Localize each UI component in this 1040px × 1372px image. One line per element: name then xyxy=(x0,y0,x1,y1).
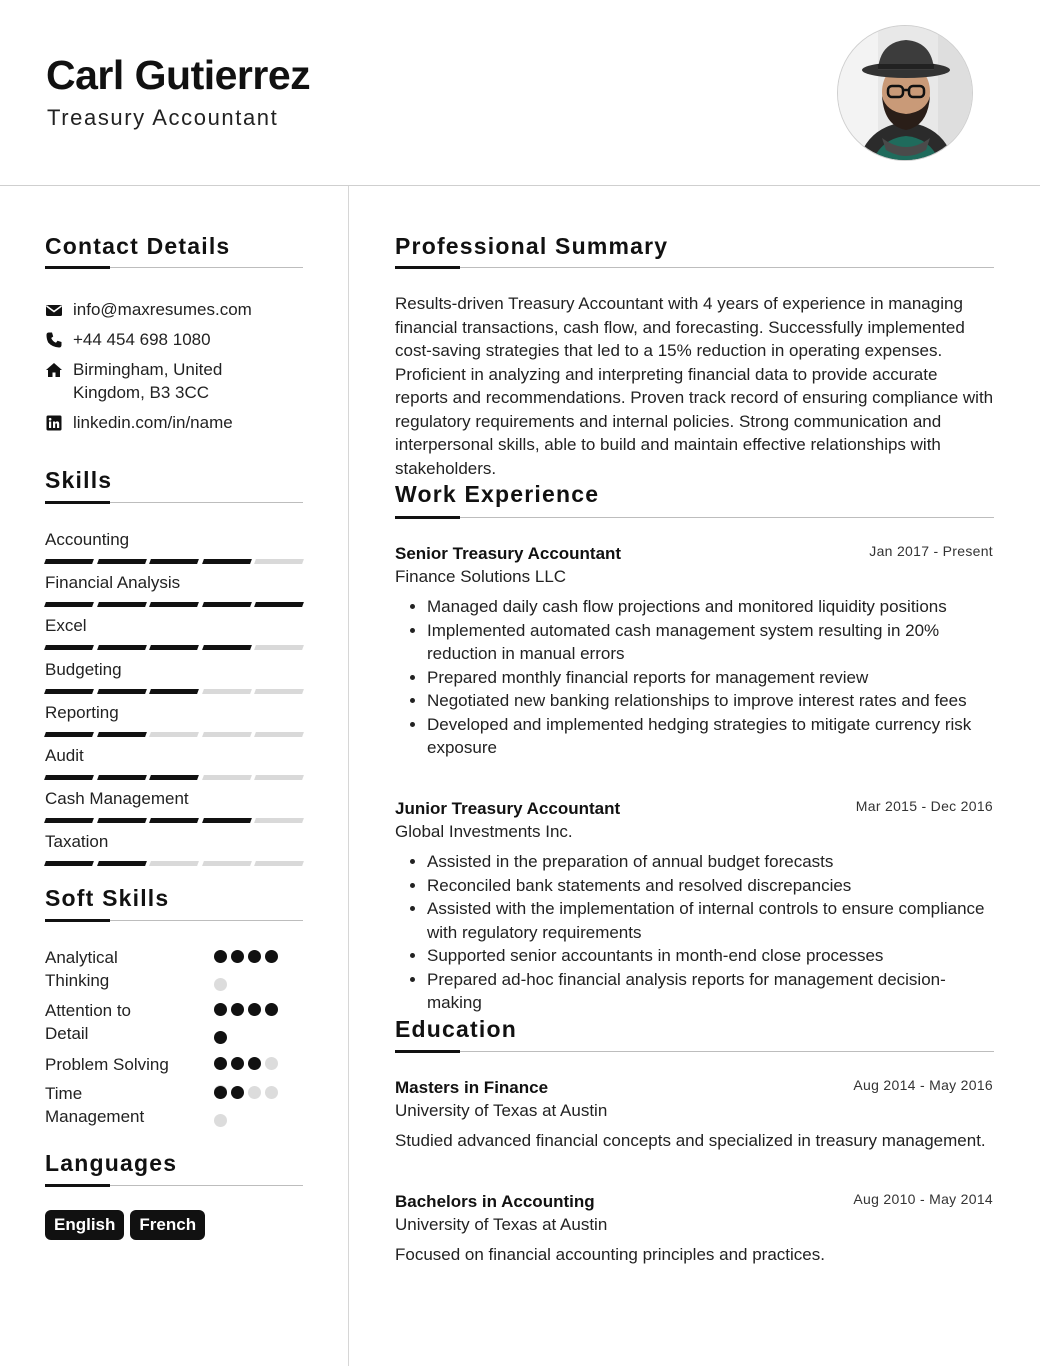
skill-label: Budgeting xyxy=(45,659,122,679)
contact-email xyxy=(45,298,303,322)
education-rule xyxy=(395,1051,994,1052)
phone-icon xyxy=(45,331,63,349)
skill-level-segment xyxy=(202,559,252,564)
school-name: University of Texas at Austin xyxy=(395,1215,608,1234)
skill-level-segment xyxy=(254,732,304,737)
rating-dot xyxy=(265,1057,278,1070)
avatar xyxy=(837,25,973,161)
job-bullet: • Assisted with the implementation of internal controls to ensure compliance with regulatory requirements xyxy=(427,897,994,944)
job-entry xyxy=(395,798,994,1015)
skills-heading: Skills xyxy=(45,467,113,493)
skill-label: Reporting xyxy=(45,702,119,722)
job-entry xyxy=(395,543,994,760)
skill-level-segment xyxy=(254,818,304,823)
skill-level-segment xyxy=(149,689,199,694)
skill-level-bar xyxy=(45,861,303,866)
candidate-name: Carl Gutierrez xyxy=(46,52,311,98)
job-bullet: • Prepared monthly financial reports for management review xyxy=(427,666,994,690)
skill-level-segment xyxy=(202,602,252,607)
rating-dot xyxy=(248,1086,261,1099)
home-icon xyxy=(45,361,63,379)
skill-level-segment xyxy=(149,645,199,650)
skill-level-segment xyxy=(44,732,94,737)
skill-item xyxy=(45,529,303,551)
skill-level-segment xyxy=(254,775,304,780)
job-bullet: • Implemented automated cash management system resulting in 20% reduction in manual errors xyxy=(427,619,994,666)
job-role: Senior Treasury Accountant xyxy=(395,544,622,563)
soft-skill-label: Analytical Thinking xyxy=(45,948,118,990)
skill-level-segment xyxy=(202,861,252,866)
skill-level-segment xyxy=(97,602,147,607)
contact-rule xyxy=(45,267,303,268)
language-tag: French xyxy=(130,1210,205,1240)
summary-rule xyxy=(395,267,994,268)
skill-level-segment xyxy=(97,775,147,780)
skill-level-segment xyxy=(254,689,304,694)
degree-description: Focused on financial accounting principles and practices. xyxy=(395,1245,825,1264)
rating-dot xyxy=(231,1086,244,1099)
skill-label: Excel xyxy=(45,616,87,636)
skill-label: Accounting xyxy=(45,530,130,549)
rating-dot xyxy=(265,950,278,963)
languages-heading: Languages xyxy=(45,1150,178,1176)
linkedin-icon xyxy=(45,414,63,432)
degree-description: Studied advanced financial concepts and specialized in treasury management. xyxy=(395,1131,986,1150)
skill-level-bar xyxy=(45,602,303,607)
rating-dot xyxy=(231,1057,244,1070)
job-bullet: • Developed and implemented hedging strategies to mitigate currency risk exposure xyxy=(427,713,994,760)
skill-level-bar xyxy=(45,818,303,823)
skill-level-segment xyxy=(202,775,252,780)
languages-rule xyxy=(45,1185,303,1186)
soft-skill-label: Problem Solving xyxy=(45,1055,169,1074)
contact-heading: Contact Details xyxy=(45,233,231,259)
education-entry xyxy=(395,1077,994,1153)
portrait-illustration xyxy=(838,26,973,161)
skill-level-segment xyxy=(149,732,199,737)
skill-level-segment xyxy=(97,861,147,866)
rating-dot xyxy=(248,1003,261,1016)
experience-heading: Work Experience xyxy=(395,481,600,507)
address-text: Birmingham, United Kingdom, B3 3CC xyxy=(73,360,223,402)
education-heading: Education xyxy=(395,1016,517,1042)
skill-level-segment xyxy=(254,559,304,564)
experience-rule xyxy=(395,517,994,518)
skill-label: Cash Management xyxy=(45,789,189,809)
skill-item xyxy=(45,572,303,594)
job-date: Mar 2015 - Dec 2016 xyxy=(855,798,993,814)
skill-item xyxy=(45,745,303,767)
skill-label: Audit xyxy=(45,746,84,765)
skill-level-bar xyxy=(45,559,303,564)
soft-skill-rating xyxy=(214,1003,286,1059)
rating-dot xyxy=(265,1086,278,1099)
skill-level-segment xyxy=(44,602,94,607)
soft-skill-rating xyxy=(214,1086,286,1142)
summary-heading: Professional Summary xyxy=(395,233,669,259)
contact-linkedin xyxy=(45,411,303,435)
job-bullets xyxy=(395,595,994,760)
rating-dot xyxy=(214,1086,227,1099)
degree-date: Aug 2010 - May 2014 xyxy=(853,1191,993,1207)
skill-level-segment xyxy=(44,689,94,694)
job-bullet: • Prepared ad-hoc financial analysis reports for management decision-making xyxy=(427,968,994,1015)
soft-skill-label: Time Management xyxy=(45,1084,145,1126)
degree-title: Bachelors in Accounting xyxy=(395,1192,595,1211)
skill-level-segment xyxy=(149,861,199,866)
skill-level-segment xyxy=(149,602,199,607)
skill-level-segment xyxy=(44,818,94,823)
rating-dot xyxy=(214,950,227,963)
skill-level-segment xyxy=(44,645,94,650)
skill-item xyxy=(45,788,303,810)
soft-skill-label: Attention to Detail xyxy=(45,1001,132,1043)
rating-dot xyxy=(214,1114,227,1127)
skill-level-segment xyxy=(202,689,252,694)
soft-skills-heading: Soft Skills xyxy=(45,885,170,911)
skill-level-segment xyxy=(97,818,147,823)
rating-dot xyxy=(231,950,244,963)
linkedin-link[interactable]: linkedin.com/in/name xyxy=(73,413,233,432)
job-company: Finance Solutions LLC xyxy=(395,567,567,586)
rating-dot xyxy=(265,1003,278,1016)
skill-level-bar xyxy=(45,732,303,737)
skill-level-segment xyxy=(97,645,147,650)
skill-level-segment xyxy=(149,775,199,780)
degree-date: Aug 2014 - May 2016 xyxy=(853,1077,993,1093)
skill-level-segment xyxy=(44,775,94,780)
skill-level-segment xyxy=(97,559,147,564)
phone-text: +44 454 698 1080 xyxy=(73,330,211,349)
skill-level-bar xyxy=(45,689,303,694)
skill-level-segment xyxy=(254,602,304,607)
rating-dot xyxy=(248,1057,261,1070)
soft-skills-rule xyxy=(45,920,303,921)
column-divider xyxy=(348,186,349,1366)
contact-phone xyxy=(45,328,303,352)
skill-level-segment xyxy=(149,818,199,823)
job-bullet: • Supported senior accountants in month-end close processes xyxy=(427,944,994,968)
skill-level-bar xyxy=(45,775,303,780)
contact-address xyxy=(45,358,303,406)
education-entry xyxy=(395,1191,994,1267)
envelope-icon xyxy=(45,301,63,319)
school-name: University of Texas at Austin xyxy=(395,1101,608,1120)
job-bullet: • Reconciled bank statements and resolved discrepancies xyxy=(427,874,994,898)
skill-label: Financial Analysis xyxy=(45,573,181,593)
skill-label: Taxation xyxy=(45,832,109,852)
rating-dot xyxy=(231,1003,244,1016)
job-company: Global Investments Inc. xyxy=(395,822,573,841)
job-bullets xyxy=(395,850,994,1015)
skill-level-segment xyxy=(44,861,94,866)
job-bullet: • Assisted in the preparation of annual budget forecasts xyxy=(427,850,994,874)
job-role: Junior Treasury Accountant xyxy=(395,799,621,818)
skill-level-segment xyxy=(202,818,252,823)
rating-dot xyxy=(214,978,227,991)
job-date: Jan 2017 - Present xyxy=(869,543,993,559)
skill-item xyxy=(45,831,303,853)
skill-level-segment xyxy=(97,689,147,694)
rating-dot xyxy=(214,1003,227,1016)
languages-list xyxy=(45,1210,205,1240)
language-tag: English xyxy=(45,1210,124,1240)
skill-item xyxy=(45,702,303,724)
skill-item xyxy=(45,615,303,637)
skill-level-segment xyxy=(97,732,147,737)
rating-dot xyxy=(248,950,261,963)
job-bullet: • Managed daily cash flow projections and monitored liquidity positions xyxy=(427,595,994,619)
degree-title: Masters in Finance xyxy=(395,1078,549,1097)
summary-text: Results-driven Treasury Accountant with 4 years of experience in managing financial transactions, cash flow, and forecasting. Successfully implemented cost-saving strategies that led to a 15% reduction in operating expenses. Proficient in analyzing and interpreting financial data to provide accurate reports and recommendations. Proven track record of ensuring compliance with regulatory requirements and internal policies. Strong communication and interpersonal skills, able to build and maintain effective relationships with stakeholders. xyxy=(395,294,994,478)
skill-level-segment xyxy=(254,861,304,866)
email-link[interactable]: info@maxresumes.com xyxy=(73,300,252,319)
rating-dot xyxy=(214,1057,227,1070)
soft-skill-rating xyxy=(214,950,286,1006)
rating-dot xyxy=(214,1031,227,1044)
skill-level-segment xyxy=(202,645,252,650)
skill-level-bar xyxy=(45,645,303,650)
resume-header xyxy=(0,0,1040,186)
skill-level-segment xyxy=(254,645,304,650)
skill-level-segment xyxy=(149,559,199,564)
skill-level-segment xyxy=(202,732,252,737)
skill-level-segment xyxy=(44,559,94,564)
candidate-title: Treasury Accountant xyxy=(47,105,279,130)
skills-rule xyxy=(45,502,303,503)
job-bullet: • Negotiated new banking relationships to improve interest rates and fees xyxy=(427,689,994,713)
skill-item xyxy=(45,659,303,681)
